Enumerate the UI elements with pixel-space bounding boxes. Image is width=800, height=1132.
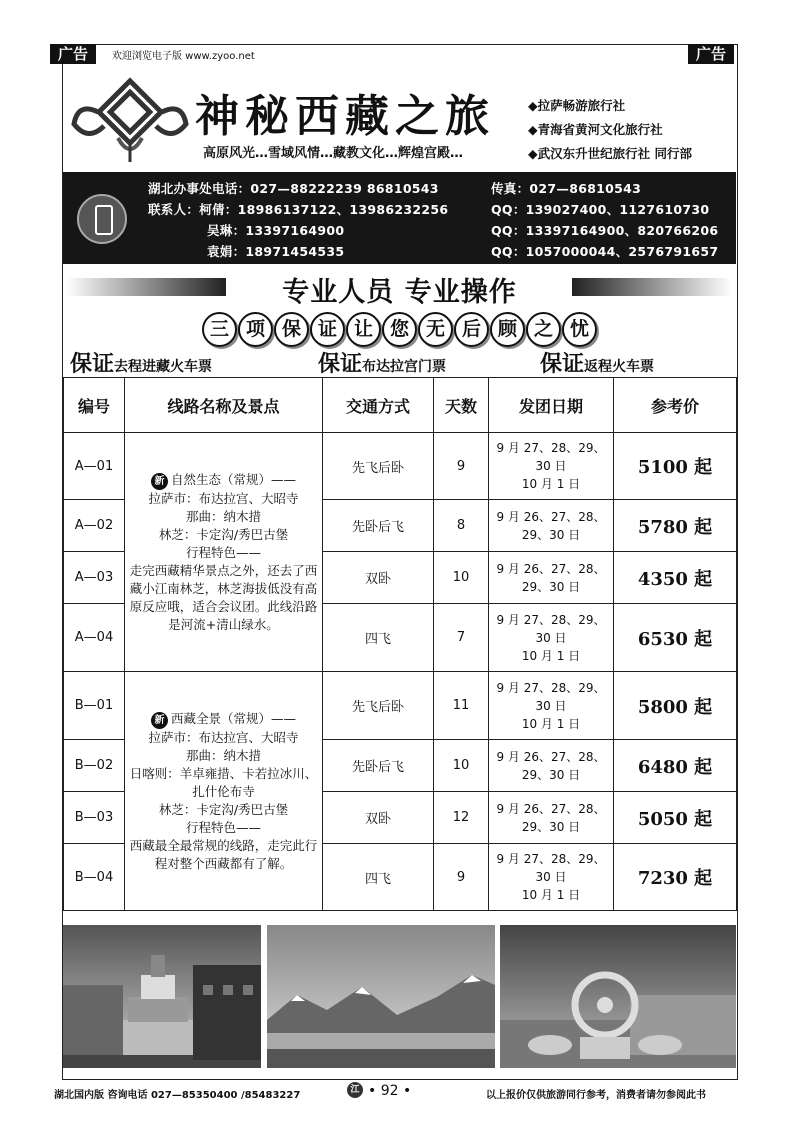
- price: 5050 起: [614, 792, 737, 844]
- footer-left: 湖北国内版 咨询电话 027—85350400 /85483227: [54, 1090, 301, 1101]
- qq-2: QQ：13397164900、820766206: [491, 223, 719, 238]
- banner-char: 证: [310, 312, 345, 347]
- agency-1: ◆拉萨畅游旅行社: [528, 98, 626, 113]
- new-badge-icon: 新: [151, 473, 168, 490]
- transport: 双卧: [323, 792, 434, 844]
- office-phone: 湖北办事处电话：027—88222239 86810543: [148, 181, 439, 196]
- banner-char: 项: [238, 312, 273, 347]
- phone-icon: [77, 194, 127, 244]
- route-code: A—01: [64, 433, 125, 500]
- col-transport: 交通方式: [323, 378, 434, 433]
- route-table: [63, 377, 737, 911]
- route-code: B—01: [64, 672, 125, 740]
- photo-monastery: [63, 925, 261, 1068]
- slogan: 高原风光…雪域风情…藏教文化…辉煌宫殿…: [203, 146, 464, 161]
- page-number: • 92 •: [368, 1083, 412, 1099]
- dates: 9 月 26、27、28、 29、30 日: [489, 740, 614, 792]
- route-description-a: 新 自然生态（常规）—— 拉萨市：布达拉宫、大昭寺 那曲：纳木措 林芝：卡定沟/秀巴古堡 行程特色—— 走完西藏精华景点之外，还去了西藏小江南林芝，林芝海拔低没有高原反应哦，适合会议团。此线沿路是河流+清山绿水。: [125, 433, 323, 672]
- route-code: B—02: [64, 740, 125, 792]
- days: 8: [434, 500, 489, 552]
- route-code: A—02: [64, 500, 125, 552]
- price: 5800 起: [614, 672, 737, 740]
- banner-char: 保: [274, 312, 309, 347]
- agency-3: ◆武汉东升世纪旅行社 同行部: [528, 146, 692, 161]
- new-badge-icon: 新: [151, 712, 168, 729]
- table-header-row: [64, 378, 737, 433]
- col-route: 线路名称及景点: [125, 378, 323, 433]
- guarantee-2: 保证布达拉宫门票: [318, 352, 447, 377]
- banner-char: 您: [382, 312, 417, 347]
- table-row: [64, 672, 737, 740]
- qq-3: QQ：1057000044、2576791657: [491, 244, 719, 259]
- route-code: A—03: [64, 552, 125, 604]
- contact-person-1: 联系人：柯倩：18986137122、13986232256: [148, 202, 449, 217]
- page-title: 神秘西藏之旅: [195, 91, 495, 142]
- days: 10: [434, 552, 489, 604]
- dates: 9 月 26、27、28、 29、30 日: [489, 792, 614, 844]
- banner-char: 无: [418, 312, 453, 347]
- banner-char: 让: [346, 312, 381, 347]
- price: 7230 起: [614, 844, 737, 911]
- headline: 专业人员 专业操作: [282, 277, 517, 308]
- banner-char: 忧: [562, 312, 597, 347]
- contact-person-2: 吴琳：13397164900: [207, 223, 345, 238]
- transport: 四飞: [323, 844, 434, 911]
- dates: 9 月 26、27、28、 29、30 日: [489, 500, 614, 552]
- col-code: 编号: [64, 378, 125, 433]
- price: 4350 起: [614, 552, 737, 604]
- endless-knot-icon: [68, 72, 193, 164]
- col-days: 天数: [434, 378, 489, 433]
- agency-2: ◆青海省黄河文化旅行社: [528, 122, 663, 137]
- route-code: B—04: [64, 844, 125, 911]
- photo-lake-mountains: [267, 925, 495, 1068]
- banner-char: 三: [202, 312, 237, 347]
- dates: 9 月 27、28、29、 30 日 10 月 1 日: [489, 672, 614, 740]
- dates: 9 月 27、28、29、 30 日 10 月 1 日: [489, 604, 614, 672]
- qq-1: QQ：139027400、1127610730: [491, 202, 710, 217]
- transport: 先飞后卧: [323, 672, 434, 740]
- transport: 四飞: [323, 604, 434, 672]
- website-url[interactable]: 欢迎浏览电子版 www.zyoo.net: [112, 51, 255, 62]
- route-code: B—03: [64, 792, 125, 844]
- days: 9: [434, 844, 489, 911]
- days: 9: [434, 433, 489, 500]
- price: 5780 起: [614, 500, 737, 552]
- guarantee-3: 保证返程火车票: [540, 352, 655, 377]
- banner-char: 之: [526, 312, 561, 347]
- guarantee-1: 保证去程进藏火车票: [70, 352, 213, 377]
- route-description-b: 新 西藏全景（常规）—— 拉萨市：布达拉宫、大昭寺 那曲：纳木措 日喀则：羊卓雍措、卡若拉冰川、扎什伦布寺 林芝：卡定沟/秀巴古堡 行程特色—— 西藏最全最常规的线路，走完此行程对整个西藏都有了解。: [125, 672, 323, 911]
- transport: 先卧后飞: [323, 500, 434, 552]
- days: 12: [434, 792, 489, 844]
- price: 6530 起: [614, 604, 737, 672]
- ad-tag-right: 广告: [688, 44, 734, 64]
- col-price: 参考价: [614, 378, 737, 433]
- price: 6480 起: [614, 740, 737, 792]
- dates: 9 月 26、27、28、 29、30 日: [489, 552, 614, 604]
- days: 10: [434, 740, 489, 792]
- contact-person-3: 袁娟：18971454535: [207, 244, 345, 259]
- banner-char: 顾: [490, 312, 525, 347]
- transport: 双卧: [323, 552, 434, 604]
- dates: 9 月 27、28、29、 30 日 10 月 1 日: [489, 844, 614, 911]
- col-dates: 发团日期: [489, 378, 614, 433]
- transport: 先飞后卧: [323, 433, 434, 500]
- three-guarantees-banner: [63, 312, 736, 347]
- photo-dharma-wheel: [500, 925, 736, 1068]
- route-code: A—04: [64, 604, 125, 672]
- fax-number: 传真：027—86810543: [491, 181, 642, 196]
- table-row: [64, 433, 737, 500]
- banner-char: 后: [454, 312, 489, 347]
- days: 7: [434, 604, 489, 672]
- contact-bar: [63, 172, 736, 264]
- ad-tag-left: 广告: [50, 44, 96, 64]
- transport: 先卧后飞: [323, 740, 434, 792]
- publisher-logo-icon: 江: [347, 1082, 363, 1098]
- footer-right: 以上报价仅供旅游同行参考，消费者请勿参阅此书: [486, 1090, 706, 1101]
- dates: 9 月 27、28、29、 30 日 10 月 1 日: [489, 433, 614, 500]
- price: 5100 起: [614, 433, 737, 500]
- days: 11: [434, 672, 489, 740]
